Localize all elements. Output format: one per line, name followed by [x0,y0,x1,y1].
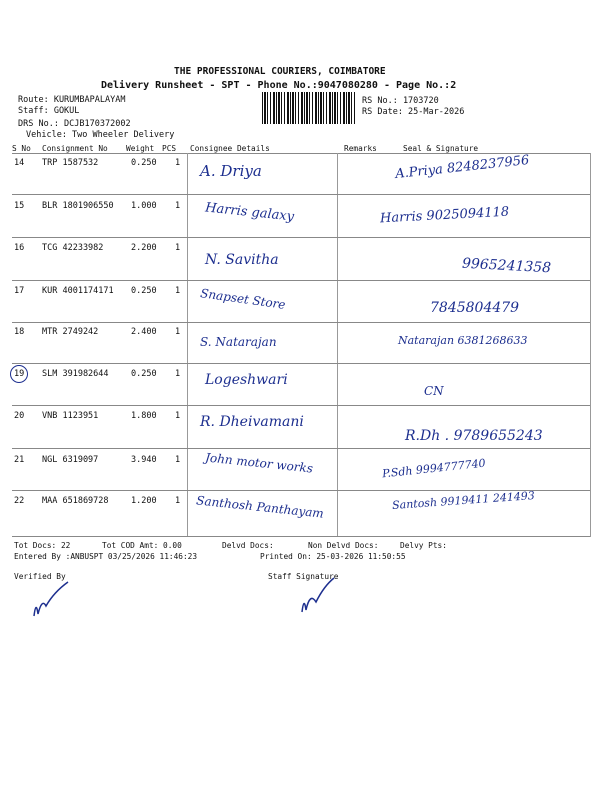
col-weight: Weight [126,144,155,153]
row-consignment: TCG 42233982 [42,243,104,253]
consignee-handwriting: John motor works [204,450,314,476]
consignee-handwriting: Snapset Store [199,286,287,312]
row-divider [12,280,590,281]
row-pcs: 1 [175,327,181,337]
row-pcs: 1 [175,243,181,253]
row-consignment: NGL 6319097 [42,455,99,465]
signature-handwriting: 7845804479 [430,300,520,316]
company-title: THE PROFESSIONAL COURIERS, COIMBATORE [174,66,386,77]
rs-date: RS Date: 25-Mar-2026 [362,107,465,117]
row-divider [12,448,590,449]
row-weight: 3.940 [131,455,157,465]
col-consignee: Consignee Details [190,144,270,153]
col-divider [187,153,188,537]
total-cod: Tot COD Amt: 0.00 [102,541,182,550]
consignee-handwriting: N. Savitha [205,252,279,268]
row-consignment: TRP 1587532 [42,158,99,168]
col-divider [590,153,591,537]
delivered-docs: Delvd Docs: [222,541,274,550]
row-sno: 21 [14,455,25,465]
row-pcs: 1 [175,286,181,296]
row-sno-circled: 19 [14,369,25,379]
row-divider [12,237,590,238]
row-pcs: 1 [175,455,181,465]
barcode-image [262,92,356,124]
verified-by-label: Verified By [14,572,66,581]
staff-label: Staff: GOKUL [18,106,80,116]
consignee-handwriting: Logeshwari [205,372,288,388]
row-pcs: 1 [175,158,181,168]
consignee-handwriting: A. Driya [200,162,262,180]
rs-number: RS No.: 1703720 [362,96,439,106]
row-weight: 1.200 [131,496,157,506]
col-consignment: Consignment No [42,144,108,153]
drs-label: DRS No.: DCJB170372002 [18,119,131,129]
row-weight: 2.400 [131,327,157,337]
col-remarks: Remarks [344,144,377,153]
staff-signature-label: Staff Signature [268,572,339,581]
consignee-handwriting: Santhosh Panthayam [195,493,325,521]
row-pcs: 1 [175,369,181,379]
row-consignment: MTR 2749242 [42,327,99,337]
row-weight: 0.250 [131,286,157,296]
non-delivered-docs: Non Delvd Docs: [308,541,379,550]
row-divider [12,194,590,195]
row-consignment: KUR 4001174171 [42,286,114,296]
signature-handwriting: 9965241358 [461,255,552,277]
total-docs: Tot Docs: 22 [14,541,71,550]
row-consignment: SLM 391982644 [42,369,109,379]
row-sno: 14 [14,158,25,168]
signature-handwriting: R.Dh . 9789655243 [405,428,543,444]
route-label: Route: KURUMBAPALAYAM [18,95,126,105]
row-sno: 15 [14,201,25,211]
col-sno: S No [12,144,31,153]
row-weight: 1.000 [131,201,157,211]
header-divider [12,153,590,154]
delivery-points: Delvy Pts: [400,541,447,550]
printed-on: Printed On: 25-03-2026 11:50:55 [260,552,406,561]
consignee-handwriting: R. Dheivamani [200,414,304,430]
staff-signature-mark [294,576,354,616]
row-pcs: 1 [175,201,181,211]
runsheet-subtitle: Delivery Runsheet - SPT - Phone No.:9047080280 - Page No.:2 [101,80,457,91]
signature-handwriting: Santosh 9919411 241493 [391,489,536,512]
row-divider [12,405,590,406]
signature-handwriting: CN [424,384,444,398]
row-consignment: BLR 1801906550 [42,201,114,211]
row-sno: 18 [14,327,25,337]
row-divider [12,363,590,364]
row-sno: 16 [14,243,25,253]
signature-handwriting: Natarajan 6381268633 [398,334,528,347]
col-pcs: PCS [162,144,177,153]
row-sno: 22 [14,496,25,506]
row-weight: 0.250 [131,369,157,379]
row-weight: 0.250 [131,158,157,168]
row-sno: 20 [14,411,25,421]
row-divider [12,322,590,323]
signature-handwriting: P.Sdh 9994777740 [381,456,487,481]
row-weight: 1.800 [131,411,157,421]
circle-mark [10,365,28,383]
vehicle-label: Vehicle: Two Wheeler Delivery [26,130,175,140]
verified-by-signature [24,580,84,620]
signature-handwriting: Harris 9025094118 [379,204,510,227]
row-pcs: 1 [175,496,181,506]
row-weight: 2.200 [131,243,157,253]
col-divider [337,153,338,537]
row-consignment: MAA 651869728 [42,496,109,506]
row-consignment: VNB 1123951 [42,411,99,421]
consignee-handwriting: Harris galaxy [204,200,295,225]
row-sno: 17 [14,286,25,296]
signature-handwriting: A.Priya 8248237956 [394,153,530,182]
row-pcs: 1 [175,411,181,421]
col-seal-signature: Seal & Signature [403,144,479,153]
consignee-handwriting: S. Natarajan [200,335,277,349]
table-bottom-divider [12,536,590,537]
entered-by: Entered By :ANBUSPT 03/25/2026 11:46:23 [14,552,198,561]
